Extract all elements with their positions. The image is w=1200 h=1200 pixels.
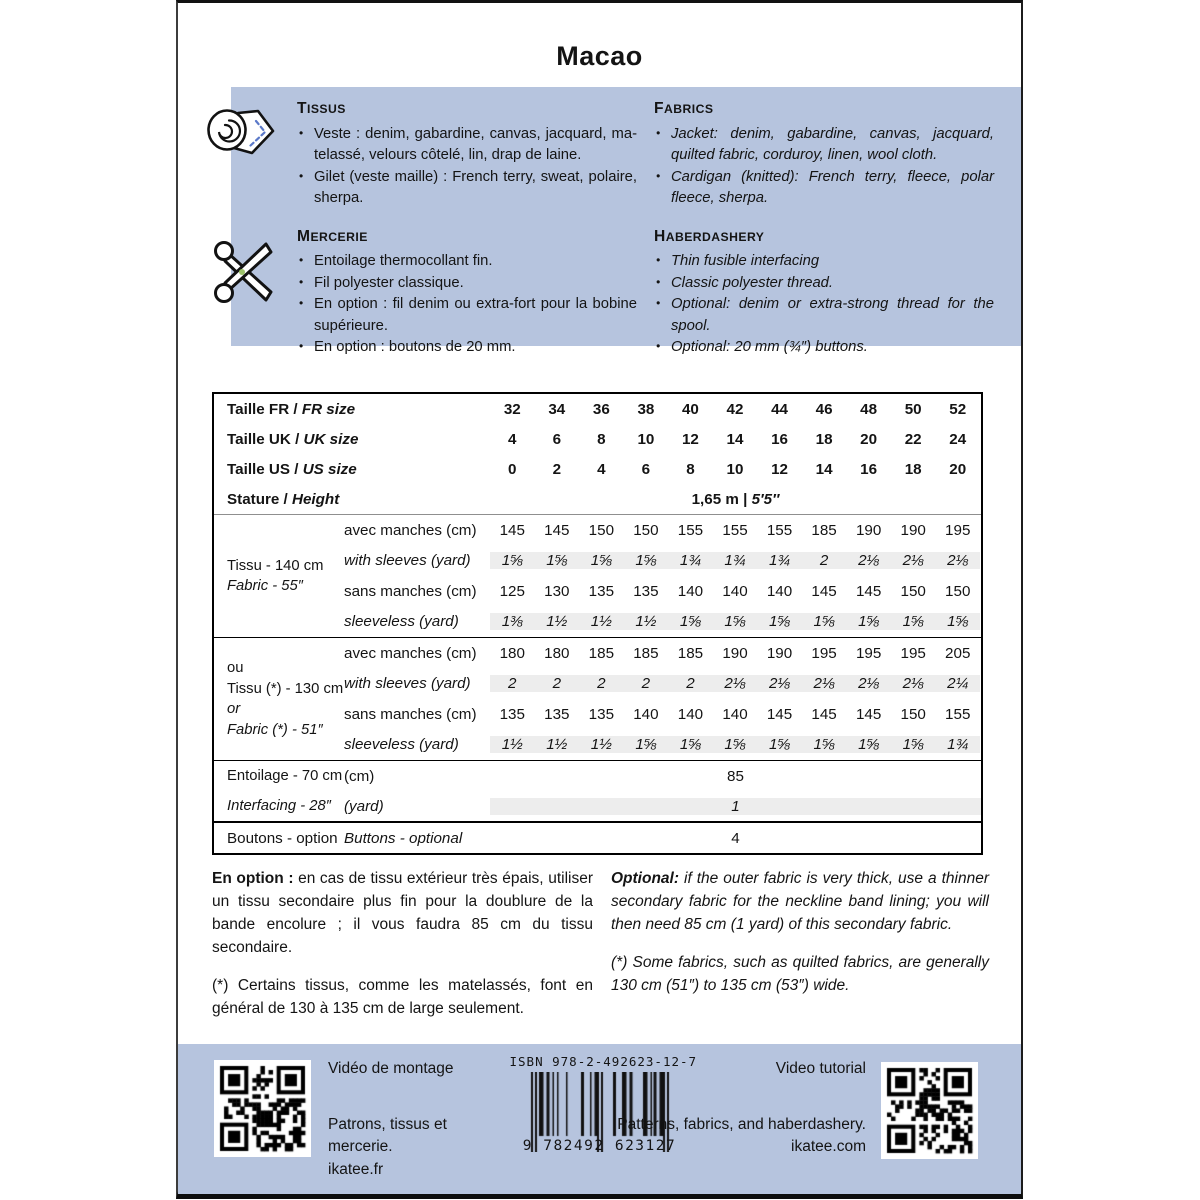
table-row [344, 669, 981, 700]
tissus-list [297, 124, 637, 210]
size-value: 150 [588, 521, 615, 539]
page-title: Macao [556, 41, 643, 71]
size-value: 2⅛ [813, 675, 835, 693]
size-value: 140 [677, 705, 704, 723]
size-value: 1⅝ [813, 613, 835, 631]
size-value: 150 [633, 521, 659, 539]
size-value: 6 [641, 460, 651, 478]
size-value: 4 [597, 460, 606, 478]
size-value: 1⅝ [501, 552, 523, 570]
size-value: 145 [499, 521, 525, 539]
size-value: 1⅝ [768, 736, 791, 754]
size-value: 2⅛ [902, 675, 924, 693]
yardage-values [490, 583, 980, 600]
size-value: 190 [855, 521, 882, 539]
size-value: 2 [597, 675, 606, 693]
row-label: sans manches (cm) [344, 705, 477, 723]
size-value: 32 [503, 400, 521, 418]
size-value: 48 [860, 400, 878, 418]
size-value: 42 [726, 400, 744, 418]
notes-french [212, 867, 593, 1035]
size-value: 1⅝ [858, 613, 880, 631]
row-label: avec manches (cm) [344, 521, 477, 539]
size-value: 18 [904, 460, 922, 478]
size-value: 1⅝ [813, 736, 835, 754]
size-value: 180 [544, 644, 570, 662]
size-value: 1⅝ [590, 552, 612, 570]
list-item: • Gilet (veste maille) : French terry, sweat, polaire, sherpa. [297, 167, 637, 210]
size-value: 155 [766, 521, 793, 539]
size-value: 8 [686, 460, 695, 478]
size-value: 1⅝ [546, 552, 568, 570]
size-value: 190 [722, 644, 748, 662]
size-value: 36 [592, 400, 610, 418]
size-value: 135 [499, 705, 525, 723]
qr-code-video-en [881, 1062, 978, 1159]
size-value: 16 [771, 430, 788, 448]
footer-band [178, 1044, 1021, 1194]
size-value: 1⅝ [858, 736, 880, 754]
size-value: 14 [726, 430, 744, 448]
buttons-count: 4 [731, 829, 740, 847]
size-value: 130 [544, 582, 570, 600]
yardage-values [490, 675, 980, 692]
size-value: 1½ [590, 736, 612, 754]
size-value: 1⅝ [902, 736, 924, 754]
pattern-sheet-page [176, 0, 1023, 1199]
size-value: 140 [633, 705, 659, 723]
note-paragraph: Optional: if the outer fabric is very thick, use a thinner secondary fabric for the neckline band lining; you will then need 85 cm (1 yard) of this secondary fabric. [611, 870, 989, 933]
size-value: 2⅛ [858, 675, 880, 693]
list-item: • Cardigan (knitted): French terry, fleece, polar fleece, sherpa. [654, 167, 994, 210]
height-value: 1,65 m | 5′5″ [691, 490, 780, 508]
table-row [344, 730, 981, 761]
buttons-row [214, 821, 981, 853]
size-value: 155 [677, 521, 704, 539]
yardage-values [490, 522, 980, 539]
size-value: 1½ [590, 613, 612, 631]
row-label: (yard) [344, 797, 384, 815]
notes-english [611, 867, 989, 1012]
size-value: 2 [819, 552, 829, 570]
size-value: 2⅛ [768, 675, 791, 693]
size-value: 185 [588, 644, 615, 662]
haberdashery-heading: HABERDASHERY [654, 227, 765, 245]
size-value: 50 [904, 400, 922, 418]
size-value: 195 [811, 644, 837, 662]
size-value: 1¾ [768, 552, 791, 570]
size-value: 2 [508, 675, 517, 693]
mercerie-heading: MERCERIE [297, 227, 368, 245]
size-value: 1⅝ [679, 613, 701, 631]
list-item: • Entoilage thermocollant fin. [297, 251, 637, 273]
size-value: 46 [815, 400, 833, 418]
fabrics-list [654, 124, 994, 210]
table-row [344, 607, 981, 638]
yardage-values [490, 613, 980, 630]
interfacing-yard-value: 1 [490, 798, 981, 815]
isbn-label: ISBN 978-2-492623-12-7 [509, 1054, 698, 1069]
size-value: 135 [633, 582, 659, 600]
list-item: • Thin fusible interfacing [654, 251, 994, 273]
table-row-size-fr [214, 394, 981, 424]
size-value: 145 [855, 705, 882, 723]
size-value: 2¼ [947, 675, 969, 693]
row-label: Buttons - optional [344, 829, 463, 847]
footer-brand-line: Patterns, fabrics, and haberdashery. [617, 1115, 866, 1133]
size-value: 1¾ [724, 552, 746, 570]
row-label: Stature / Height [227, 490, 340, 508]
size-value: 1⅝ [902, 613, 924, 631]
size-value: 145 [766, 705, 793, 723]
mercerie-list [297, 251, 637, 359]
row-label: sleeveless (yard) [344, 613, 459, 631]
size-value: 150 [900, 582, 926, 600]
table-row-size-us [214, 454, 981, 484]
materials-french-column [297, 98, 637, 375]
yardage-values [490, 645, 980, 662]
size-value: 6 [552, 430, 562, 448]
row-label: Taille FR / FR size [227, 400, 356, 418]
size-value: 155 [945, 705, 971, 723]
size-value: 18 [815, 430, 833, 448]
size-value: 135 [588, 705, 615, 723]
size-values [490, 401, 980, 418]
footer-right-text [606, 1058, 866, 1159]
list-item: • En option : boutons de 20 mm. [297, 337, 637, 359]
size-value: 2 [552, 675, 562, 693]
size-value: 155 [722, 521, 748, 539]
size-value: 4 [508, 430, 517, 448]
size-value: 140 [677, 582, 704, 600]
row-label: with sleeves (yard) [344, 675, 471, 693]
isbn-digits: 9 782492 623127 [522, 1138, 677, 1154]
size-value: 1⅝ [679, 736, 701, 754]
block-label: Entoilage - 70 cm Interfacing - 28″ [227, 768, 343, 814]
list-item: • Jacket: denim, gabardine, canvas, jacquard, quilted fabric, corduroy, linen, wool cloth. [654, 124, 994, 167]
size-value: 135 [544, 705, 570, 723]
size-value: 195 [855, 644, 882, 662]
footer-site: ikatee.fr [328, 1160, 384, 1178]
haberdashery-list [654, 251, 994, 359]
qr-code-video-fr [214, 1060, 311, 1157]
size-value: 145 [811, 705, 837, 723]
size-value: 1⅝ [635, 736, 657, 754]
size-value: 1½ [635, 613, 657, 631]
fabric-block-140 [214, 515, 981, 637]
size-value: 185 [677, 644, 704, 662]
list-item: • Classic polyester thread. [654, 273, 994, 295]
table-row [344, 576, 981, 607]
size-value: 1⅝ [635, 552, 657, 570]
note-paragraph: (*) Certains tissus, comme les matelassés, font en général de 130 à 135 cm de large seulement. [212, 977, 593, 1017]
footer-tagline: Vidéo de montage [328, 1060, 454, 1077]
size-value: 1⅜ [501, 613, 523, 631]
size-value: 145 [544, 521, 570, 539]
size-value: 140 [766, 582, 793, 600]
row-label: sleeveless (yard) [344, 736, 459, 754]
size-value: 140 [722, 582, 748, 600]
size-value: 16 [860, 460, 878, 478]
table-row [344, 761, 981, 791]
size-value: 145 [811, 582, 837, 600]
size-value: 2 [552, 460, 562, 478]
size-values [490, 461, 980, 478]
size-value: 34 [548, 400, 566, 418]
size-values [490, 431, 980, 448]
fabric-roll-icon [202, 101, 278, 168]
size-value: 185 [811, 521, 837, 539]
size-value: 195 [945, 521, 971, 539]
size-value: 38 [637, 400, 655, 418]
table-row [344, 638, 981, 669]
size-value: 185 [633, 644, 659, 662]
size-value: 1½ [546, 736, 568, 754]
size-value: 1¾ [679, 552, 701, 570]
size-value: 14 [815, 460, 833, 478]
fabric-block-130 [214, 637, 981, 760]
table-row [344, 546, 981, 577]
size-value: 190 [766, 644, 793, 662]
list-item: • Optional: 20 mm (¾″) buttons. [654, 337, 994, 359]
size-value: 22 [904, 430, 922, 448]
row-label: Boutons - option [227, 829, 338, 847]
size-value: 195 [900, 644, 926, 662]
yardage-values [490, 736, 980, 753]
size-value: 1½ [546, 613, 568, 631]
list-item: • Fil polyester classique. [297, 273, 637, 295]
size-value: 125 [499, 582, 525, 600]
size-value: 8 [597, 430, 606, 448]
list-item: • Veste : denim, gabardine, canvas, jacquard, matelassé, velours côtelé, lin, drap de laine. [297, 124, 637, 167]
size-table [212, 392, 983, 855]
scissors-icon [211, 229, 277, 320]
row-label: with sleeves (yard) [344, 552, 471, 570]
table-row [344, 791, 981, 821]
row-label: Taille US / US size [227, 460, 357, 478]
size-value: 140 [722, 705, 748, 723]
footer-left-text [328, 1058, 506, 1181]
yardage-values [490, 552, 980, 569]
table-row-height [214, 484, 981, 515]
block-label: Tissu - 140 cm Fabric - 55″ [227, 557, 324, 594]
row-label: avec manches (cm) [344, 644, 477, 662]
size-value: 20 [949, 460, 967, 478]
tissus-heading: TISSUS [297, 100, 346, 117]
row-label: sans manches (cm) [344, 582, 477, 600]
size-value: 2 [686, 675, 695, 693]
size-value: 2⅛ [947, 552, 969, 570]
size-value: 1⅝ [724, 613, 746, 631]
size-value: 1⅝ [768, 613, 791, 631]
size-value: 12 [771, 460, 788, 478]
table-row-size-uk [214, 424, 981, 454]
footer-site: ikatee.com [791, 1138, 866, 1155]
size-value: 24 [949, 430, 967, 448]
footer-brand-line: Patrons, tissus et mercerie. [328, 1115, 447, 1155]
interfacing-cm-value: 85 [727, 767, 744, 785]
footer-tagline: Video tutorial [775, 1060, 866, 1077]
size-value: 10 [637, 430, 655, 448]
size-value: 44 [771, 400, 788, 418]
size-value: 150 [900, 705, 926, 723]
block-label: ou Tissu (*) - 130 cm or Fabric (*) - 51″ [227, 660, 344, 738]
size-value: 40 [681, 400, 699, 418]
size-value: 52 [949, 400, 967, 418]
size-value: 1¾ [947, 736, 969, 754]
size-value: 150 [945, 582, 971, 600]
note-paragraph: (*) Some fabrics, such as quilted fabrics, are generally 130 cm (51″) to 135 cm (53″) wide. [611, 954, 989, 994]
list-item: • En option : fil denim ou extra-fort pour la bobine supérieure. [297, 294, 637, 337]
size-value: 145 [855, 582, 882, 600]
interfacing-block [214, 760, 981, 821]
size-value: 12 [681, 430, 699, 448]
size-value: 1½ [501, 736, 523, 754]
row-label: (cm) [344, 767, 375, 785]
materials-panel [231, 87, 1021, 355]
size-value: 205 [945, 644, 971, 662]
list-item: • Optional: denim or extra-strong thread for the spool. [654, 294, 994, 337]
table-row [344, 515, 981, 546]
size-value: 0 [508, 460, 517, 478]
materials-english-column [654, 98, 994, 375]
size-value: 2⅛ [902, 552, 924, 570]
size-value: 2⅛ [724, 675, 746, 693]
size-value: 10 [726, 460, 744, 478]
fabrics-heading: FABRICS [654, 100, 714, 117]
size-value: 2⅛ [858, 552, 880, 570]
size-value: 180 [499, 644, 525, 662]
note-paragraph: En option : en cas de tissu extérieur très épais, utiliser un tissu secondaire plus fin pour la doublure de la bande encolure ; il vous faudra 85 cm du tissu secondaire. [212, 870, 593, 956]
size-value: 190 [900, 521, 926, 539]
size-value: 1⅝ [724, 736, 746, 754]
size-value: 2 [641, 675, 651, 693]
size-value: 1⅝ [947, 613, 969, 631]
size-value: 135 [588, 582, 615, 600]
yardage-values [490, 706, 980, 723]
table-row [344, 699, 981, 730]
size-value: 20 [860, 430, 878, 448]
row-label: Taille UK / UK size [227, 430, 359, 448]
